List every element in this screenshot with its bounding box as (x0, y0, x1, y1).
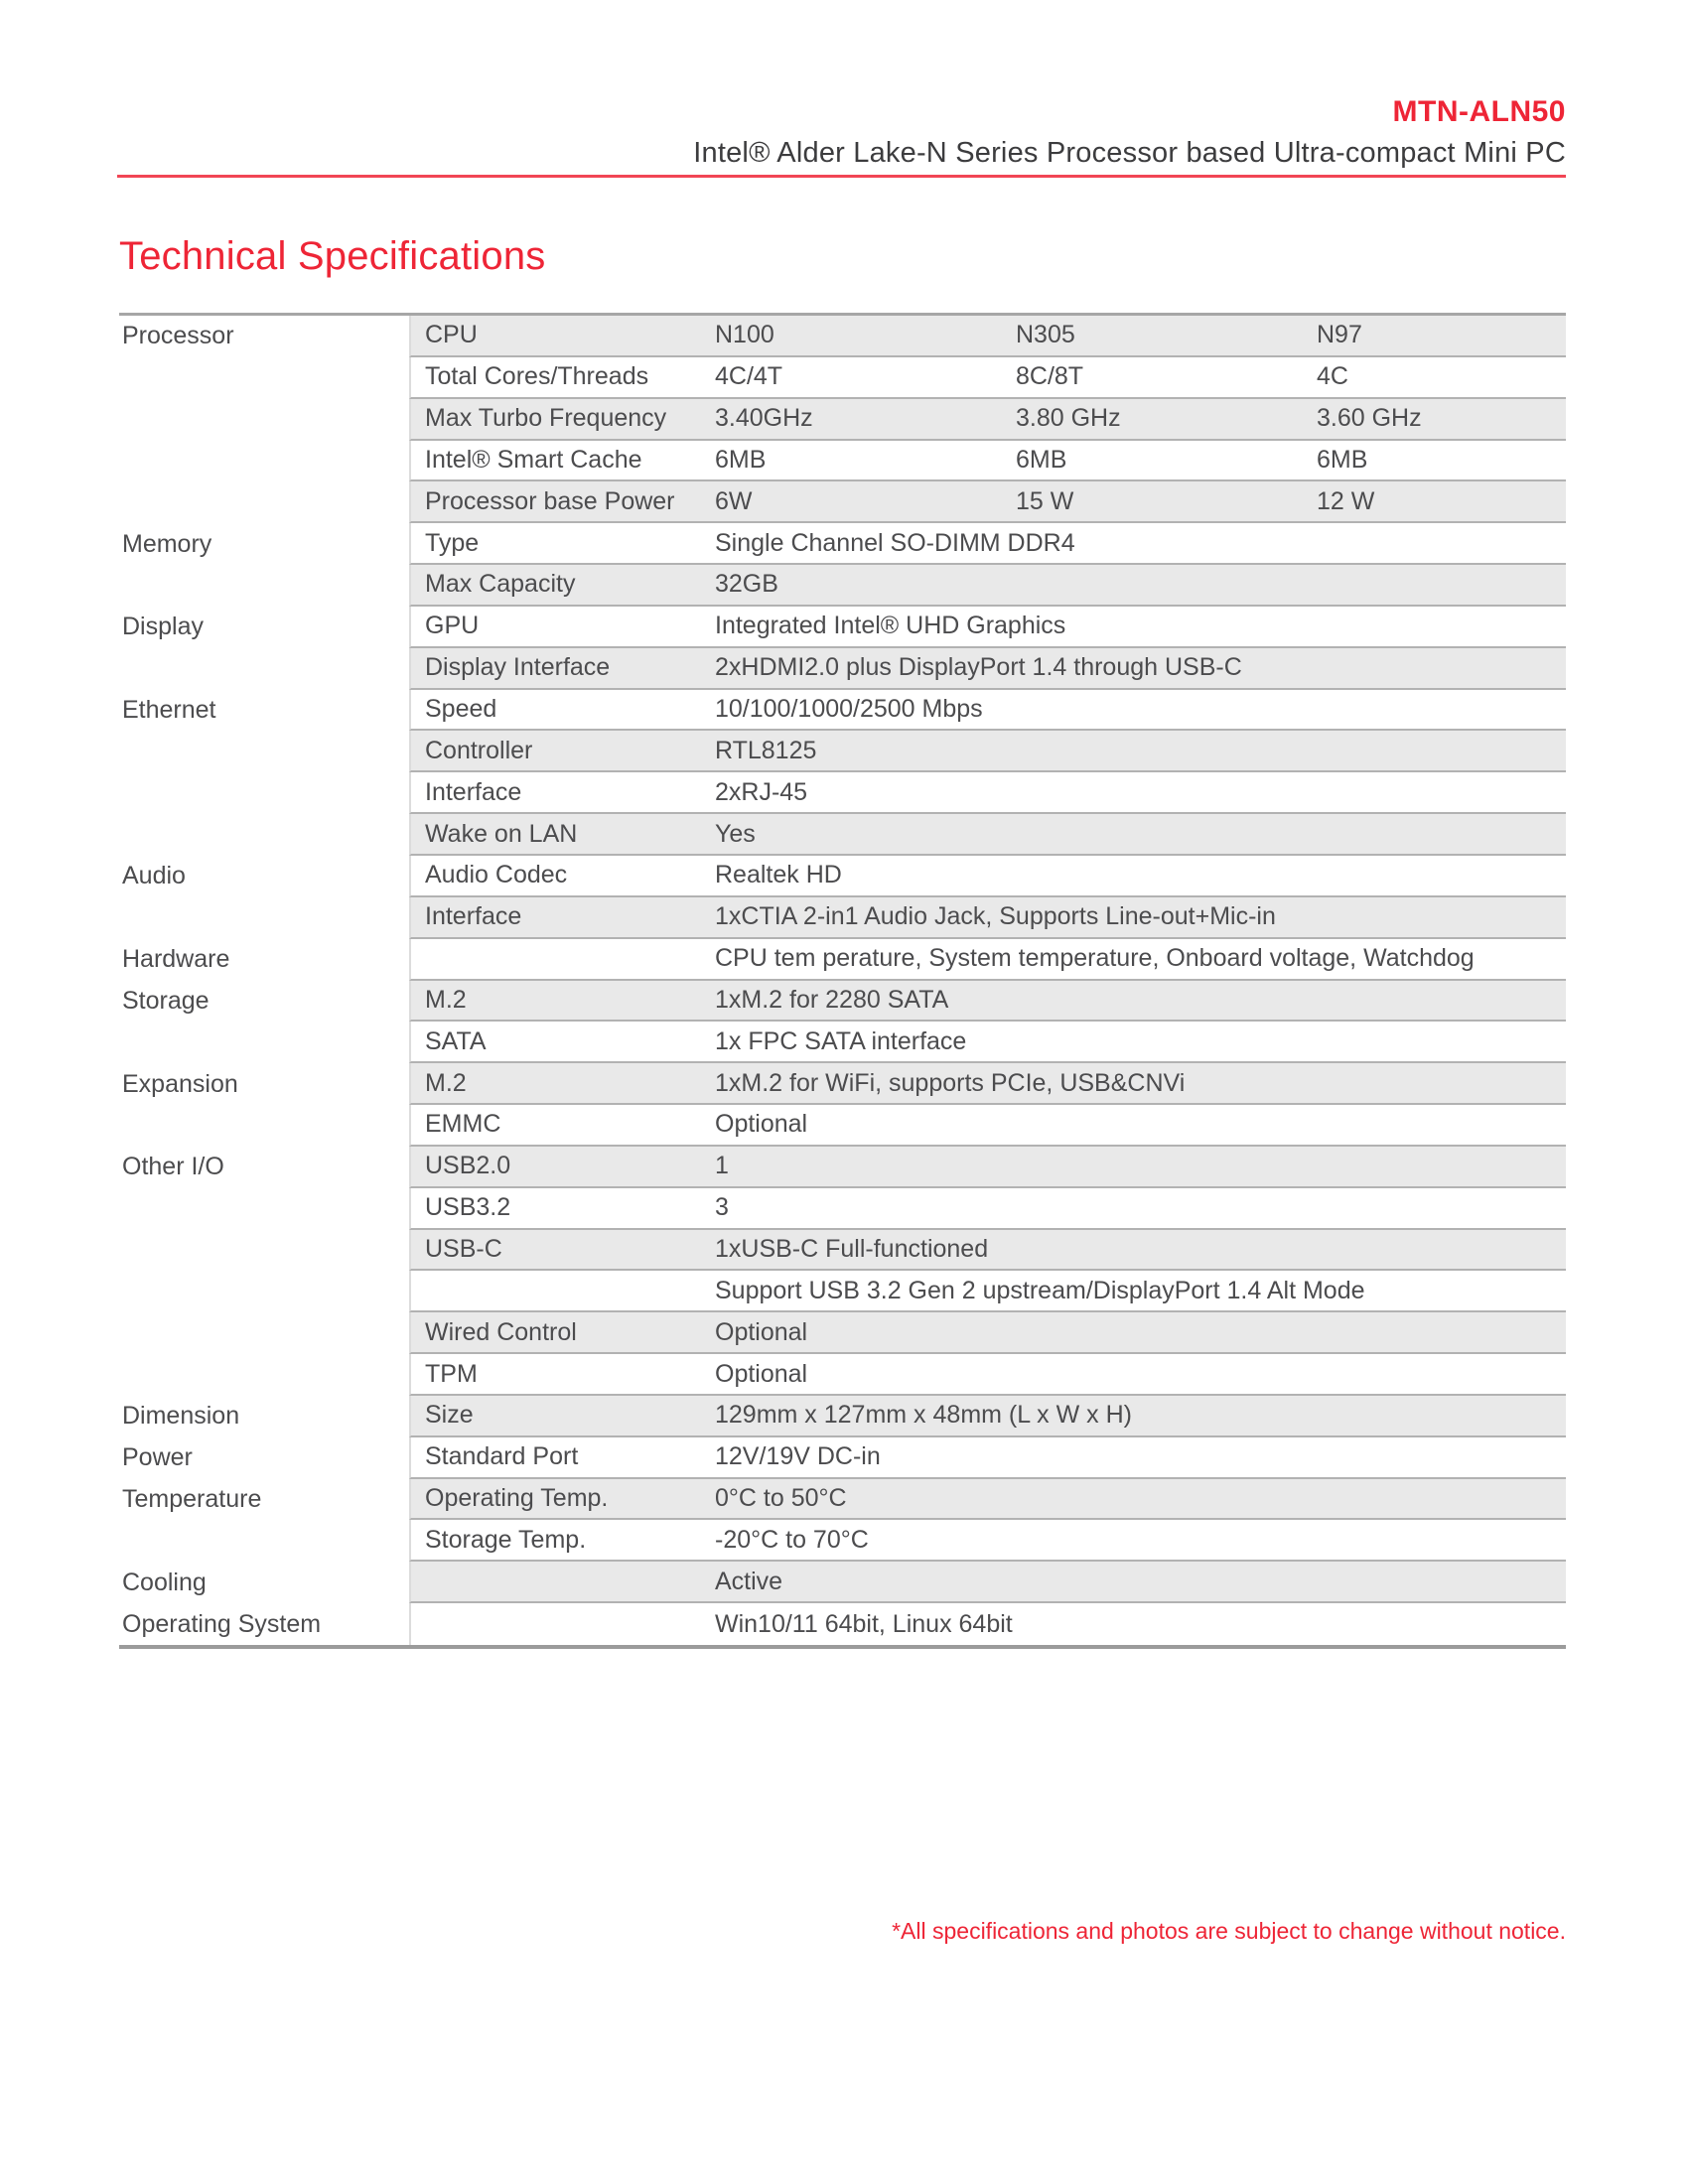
row-label: CPU (425, 321, 478, 349)
row-value: 1xUSB-C Full-functioned (715, 1234, 989, 1263)
row-label (411, 1562, 715, 1601)
row-value: 6W (715, 486, 753, 515)
row-value: 1xM.2 for 2280 SATA (715, 985, 949, 1014)
row-value: 4C (1317, 362, 1348, 391)
table-row (119, 648, 1566, 690)
table-row (119, 897, 1566, 939)
table-row (119, 939, 1566, 981)
table-row (119, 1479, 1566, 1521)
table-row (119, 481, 1566, 523)
table-row (119, 1271, 1566, 1312)
row-label: GPU (425, 612, 480, 640)
row-value: 3.60 GHz (1317, 404, 1422, 433)
row-value: 0°C to 50°C (715, 1484, 847, 1513)
row-value: CPU tem perature, System temperature, Onboard voltage, Watchdog (715, 944, 1475, 973)
table-row (119, 731, 1566, 772)
row-value: 2xHDMI2.0 plus DisplayPort 1.4 through USB-C (715, 653, 1242, 682)
row-value: 32GB (715, 570, 778, 599)
row-label: Operating Temp. (425, 1484, 609, 1513)
row-category (119, 1188, 409, 1230)
row-label: Wake on LAN (425, 819, 578, 848)
row-value: 1x FPC SATA interface (715, 1026, 967, 1055)
row-category (119, 772, 409, 814)
row-cells (409, 897, 1566, 939)
row-category (119, 565, 409, 607)
row-value: 12 W (1317, 486, 1375, 515)
row-category (119, 731, 409, 772)
row-label: Interface (425, 902, 522, 931)
table-row (119, 441, 1566, 482)
product-subtitle: Intel® Alder Lake-N Series Processor based Ultra-compact Mini PC (693, 137, 1566, 169)
row-value: N100 (715, 321, 774, 349)
row-category (119, 481, 409, 523)
row-category: Expansion (119, 1063, 409, 1105)
row-category (119, 814, 409, 856)
row-value: Optional (715, 1317, 808, 1346)
row-cells (409, 1312, 1566, 1354)
row-cells (409, 316, 1566, 357)
table-row (119, 1105, 1566, 1147)
row-cells (409, 814, 1566, 856)
row-category (119, 399, 409, 441)
row-label: Storage Temp. (425, 1525, 587, 1554)
row-value: -20°C to 70°C (715, 1525, 869, 1554)
row-label: Size (425, 1401, 474, 1430)
row-value: Single Channel SO-DIMM DDR4 (715, 528, 1075, 557)
row-category (119, 357, 409, 399)
row-category: Memory (119, 523, 409, 565)
table-row (119, 523, 1566, 565)
table-row (119, 1312, 1566, 1354)
row-cells (409, 357, 1566, 399)
row-category: Hardware (119, 939, 409, 981)
row-value: Optional (715, 1110, 808, 1139)
row-value: Win10/11 64bit, Linux 64bit (715, 1609, 1013, 1638)
row-category (119, 1022, 409, 1063)
table-row (119, 565, 1566, 607)
row-cells (409, 690, 1566, 732)
row-label: Intel® Smart Cache (425, 445, 642, 474)
row-cells (409, 1562, 1566, 1603)
table-row (119, 1603, 1566, 1645)
row-cells (409, 1520, 1566, 1562)
row-label: EMMC (425, 1110, 501, 1139)
row-value: 12V/19V DC-in (715, 1442, 881, 1471)
row-category (119, 1271, 409, 1312)
row-category (119, 1230, 409, 1272)
row-value: 1xM.2 for WiFi, supports PCIe, USB&CNVi (715, 1068, 1186, 1097)
row-label: Wired Control (425, 1317, 577, 1346)
spec-table-body (119, 316, 1566, 1645)
row-category: Ethernet (119, 690, 409, 732)
row-category: Operating System (119, 1603, 409, 1645)
row-cells (409, 399, 1566, 441)
row-category (119, 897, 409, 939)
row-cells (409, 1603, 1566, 1645)
table-row (119, 856, 1566, 897)
row-category: Processor (119, 316, 409, 357)
disclaimer-note: *All specifications and photos are subject to change without notice. (892, 1918, 1566, 1944)
row-value: Optional (715, 1359, 808, 1388)
row-cells (409, 772, 1566, 814)
row-category (119, 1520, 409, 1562)
row-cells (409, 1188, 1566, 1230)
row-cells (409, 565, 1566, 607)
product-model-title: MTN-ALN50 (1392, 95, 1566, 128)
row-category (119, 441, 409, 482)
row-cells (409, 1147, 1566, 1188)
row-label (411, 1271, 715, 1310)
row-value: 10/100/1000/2500 Mbps (715, 695, 983, 724)
table-row (119, 357, 1566, 399)
row-label: Type (425, 528, 480, 557)
row-label: M.2 (425, 1068, 467, 1097)
row-value: 1 (715, 1152, 729, 1180)
row-category: Other I/O (119, 1147, 409, 1188)
row-value: 2xRJ-45 (715, 777, 808, 806)
row-value: 6MB (1317, 445, 1368, 474)
row-category: Storage (119, 981, 409, 1023)
table-row (119, 690, 1566, 732)
row-category: Power (119, 1437, 409, 1479)
row-label: Display Interface (425, 653, 611, 682)
table-row (119, 1188, 1566, 1230)
row-value: 6MB (715, 445, 767, 474)
table-row (119, 814, 1566, 856)
row-category: Display (119, 607, 409, 648)
row-cells (409, 731, 1566, 772)
row-label: Total Cores/Threads (425, 362, 649, 391)
row-cells (409, 1105, 1566, 1147)
row-cells (409, 1063, 1566, 1105)
row-cells (409, 523, 1566, 565)
row-value: 3.40GHz (715, 404, 813, 433)
row-value: Yes (715, 819, 756, 848)
row-category: Audio (119, 856, 409, 897)
row-label: Standard Port (425, 1442, 579, 1471)
row-value: N97 (1317, 321, 1362, 349)
row-category (119, 1354, 409, 1396)
table-row (119, 1396, 1566, 1437)
row-cells (409, 1271, 1566, 1312)
row-cells (409, 1479, 1566, 1521)
row-category (119, 1105, 409, 1147)
row-value: 3.80 GHz (1016, 404, 1121, 433)
row-label: USB2.0 (425, 1152, 511, 1180)
row-label: USB3.2 (425, 1193, 511, 1222)
table-row (119, 1063, 1566, 1105)
row-value: 3 (715, 1193, 729, 1222)
table-row (119, 1562, 1566, 1603)
row-value: 15 W (1016, 486, 1074, 515)
row-label: Speed (425, 695, 497, 724)
row-label: M.2 (425, 985, 467, 1014)
row-cells (409, 607, 1566, 648)
row-cells (409, 441, 1566, 482)
row-cells (409, 1437, 1566, 1479)
row-category: Dimension (119, 1396, 409, 1437)
row-value: Active (715, 1567, 783, 1595)
spec-table (119, 313, 1566, 1649)
table-row (119, 316, 1566, 357)
row-label: SATA (425, 1026, 487, 1055)
row-value: Support USB 3.2 Gen 2 upstream/DisplayPort 1.4 Alt Mode (715, 1276, 1365, 1304)
table-row (119, 1147, 1566, 1188)
row-value: 6MB (1016, 445, 1067, 474)
table-row (119, 1437, 1566, 1479)
row-cells (409, 1354, 1566, 1396)
row-cells (409, 939, 1566, 981)
row-category (119, 1312, 409, 1354)
row-label: TPM (425, 1359, 478, 1388)
row-label: Max Capacity (425, 570, 576, 599)
table-row (119, 399, 1566, 441)
row-label: Max Turbo Frequency (425, 404, 667, 433)
row-category: Cooling (119, 1562, 409, 1603)
row-label: USB-C (425, 1234, 502, 1263)
table-row (119, 1354, 1566, 1396)
row-cells (409, 1022, 1566, 1063)
row-cells (409, 981, 1566, 1023)
row-value: Integrated Intel® UHD Graphics (715, 612, 1066, 640)
row-category: Temperature (119, 1479, 409, 1521)
table-row (119, 1022, 1566, 1063)
row-value: 129mm x 127mm x 48mm (L x W x H) (715, 1401, 1132, 1430)
section-title: Technical Specifications (119, 234, 546, 278)
row-label (411, 939, 715, 979)
row-value: 8C/8T (1016, 362, 1084, 391)
row-label: Controller (425, 736, 533, 764)
row-value: RTL8125 (715, 736, 817, 764)
table-row (119, 1520, 1566, 1562)
header-divider-rule (117, 175, 1566, 178)
row-cells (409, 1396, 1566, 1437)
table-row (119, 607, 1566, 648)
row-label (411, 1603, 715, 1645)
row-cells (409, 648, 1566, 690)
row-value: 4C/4T (715, 362, 783, 391)
table-row (119, 981, 1566, 1023)
row-value: Realtek HD (715, 861, 842, 889)
row-label: Interface (425, 777, 522, 806)
row-label: Audio Codec (425, 861, 568, 889)
row-label: Processor base Power (425, 486, 675, 515)
row-cells (409, 481, 1566, 523)
row-value: 1xCTIA 2-in1 Audio Jack, Supports Line-out+Mic-in (715, 902, 1276, 931)
table-row (119, 772, 1566, 814)
row-cells (409, 1230, 1566, 1272)
row-value: N305 (1016, 321, 1075, 349)
row-category (119, 648, 409, 690)
row-cells (409, 856, 1566, 897)
table-row (119, 1230, 1566, 1272)
